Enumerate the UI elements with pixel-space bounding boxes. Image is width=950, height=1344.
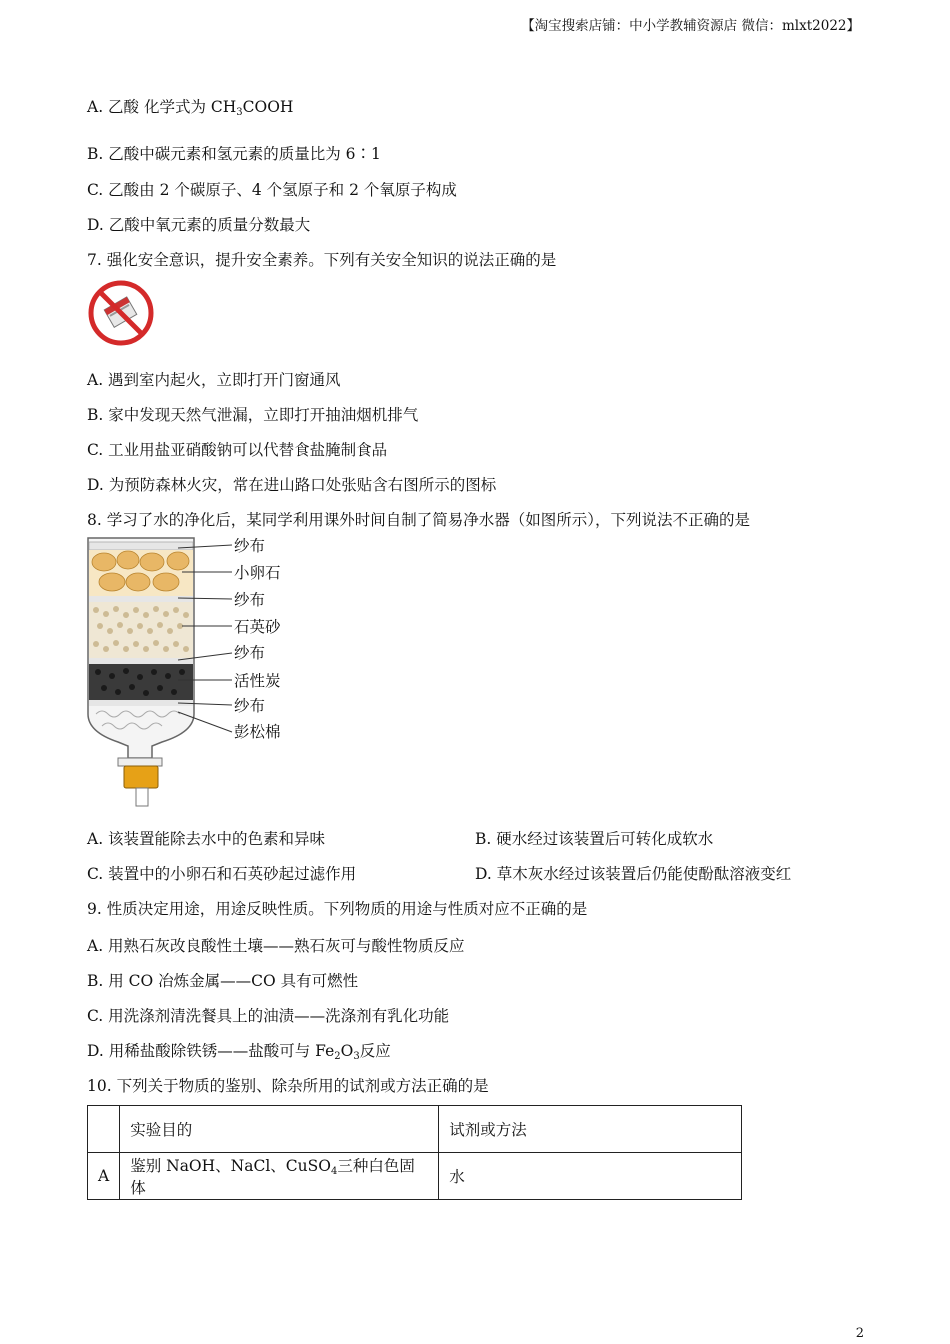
q6-a-text: A. 乙酸 化学式为 CH (87, 98, 237, 116)
q8-stem: 8. 学习了水的净化后，某同学利用课外时间自制了简易净水器（如图所示），下列说法不正确的是 (87, 511, 750, 529)
table-cell-label: A (88, 1153, 120, 1200)
q8-option-d: D. 草木灰水经过该装置后仍能使酚酞溶液变红 (475, 865, 792, 883)
filter-label: 石英砂 (234, 618, 281, 636)
water-filter-diagram (82, 536, 302, 808)
q9-stem: 9. 性质决定用途，用途反映性质。下列物质的用途与性质对应不正确的是 (87, 900, 588, 918)
filter-label: 彭松棉 (234, 723, 281, 741)
no-smoking-sign-icon (88, 280, 154, 346)
table-header-cell (88, 1106, 120, 1153)
q9-d-sub: 2 (334, 1051, 341, 1062)
table-cell-method: 水 (439, 1153, 742, 1200)
filter-label: 活性炭 (234, 672, 281, 690)
q9-d-text-end: 反应 (359, 1042, 391, 1060)
q9-d-sub: 3 (353, 1051, 360, 1062)
q7-option-c: C. 工业用盐亚硝酸钠可以代替食盐腌制食品 (87, 441, 388, 459)
q8-option-b: B. 硬水经过该装置后可转化成软水 (475, 830, 714, 848)
q9-option-b: B. 用 CO 冶炼金属——CO 具有可燃性 (87, 972, 359, 990)
q6-option-a (87, 95, 293, 117)
filter-label: 纱布 (234, 537, 266, 555)
filter-label: 纱布 (234, 644, 266, 662)
q6-a-sub: 3 (236, 107, 243, 118)
q9-option-a: A. 用熟石灰改良酸性土壤——熟石灰可与酸性物质反应 (87, 937, 465, 955)
q6-option-b: B. 乙酸中碳元素和氢元素的质量比为 6∶1 (87, 145, 381, 163)
goal-text-end: 三种白色固体 (130, 1157, 415, 1197)
q9-d-text-mid: O (340, 1042, 354, 1060)
table-row (88, 1153, 742, 1200)
q7-stem: 7. 强化安全意识，提升安全素养。下列有关安全知识的说法正确的是 (87, 251, 557, 269)
filter-label: 纱布 (234, 697, 266, 715)
table-cell-goal (120, 1153, 439, 1200)
goal-sub: 4 (330, 1166, 338, 1177)
table-header-row (88, 1106, 742, 1153)
q7-option-b: B. 家中发现天然气泄漏，立即打开抽油烟机排气 (87, 406, 419, 424)
goal-text: 鉴别 NaOH、NaCl、CuSO (130, 1157, 331, 1175)
table-header-cell: 试剂或方法 (439, 1106, 742, 1153)
q10-table (87, 1105, 742, 1200)
q8-option-c: C. 装置中的小卵石和石英砂起过滤作用 (87, 865, 357, 883)
q6-option-c: C. 乙酸由 2 个碳原子、4 个氢原子和 2 个氧原子构成 (87, 181, 457, 199)
q6-option-d: D. 乙酸中氧元素的质量分数最大 (87, 216, 311, 234)
table-header-cell: 实验目的 (120, 1106, 439, 1153)
page-number: 2 (855, 1326, 864, 1341)
q10-stem: 10. 下列关于物质的鉴别、除杂所用的试剂或方法正确的是 (87, 1077, 489, 1095)
q9-d-text: D. 用稀盐酸除铁锈——盐酸可与 Fe (87, 1042, 335, 1060)
q9-option-d (87, 1039, 391, 1061)
q9-option-c: C. 用洗涤剂清洗餐具上的油渍——洗涤剂有乳化功能 (87, 1007, 450, 1025)
q8-option-a: A. 该装置能除去水中的色素和异味 (87, 830, 326, 848)
filter-label: 小卵石 (234, 564, 281, 582)
q7-option-a: A. 遇到室内起火，立即打开门窗通风 (87, 371, 341, 389)
filter-label: 纱布 (234, 591, 266, 609)
page-header: 【淘宝搜索店铺：中小学教辅资源店 微信：mlxt2022】 (521, 18, 860, 34)
q6-a-text-end: COOH (242, 98, 294, 116)
q7-option-d: D. 为预防森林火灾，常在进山路口处张贴含右图所示的图标 (87, 476, 497, 494)
